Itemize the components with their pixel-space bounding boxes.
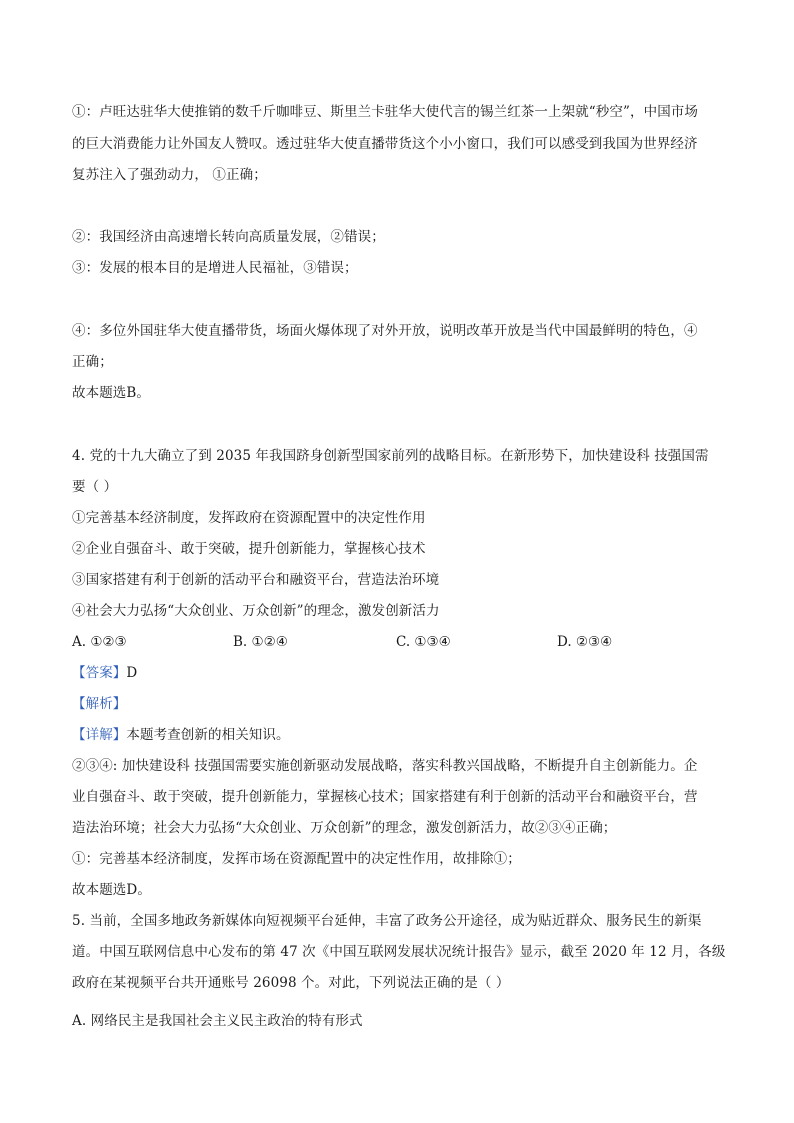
option-a: A. 网络民主是我国社会主义民主政治的特有形式 bbox=[72, 1013, 363, 1029]
paragraph-line: ②：我国经济由高速增长转向高质量发展，②错误； bbox=[72, 229, 385, 245]
explanation-line: ①：完善基本经济制度，发挥市场在资源配置中的决定性作用，故排除①； bbox=[72, 851, 521, 867]
detail-tag: 【详解】 bbox=[72, 727, 127, 743]
explanation-line: 业自强奋斗、敢于突破，提升创新能力，掌握核心技术；国家搭建有利于创新的活动平台和融资平台，营 bbox=[72, 789, 698, 805]
answer-line bbox=[72, 664, 137, 682]
paragraph-line: ③：发展的根本目的是增进人民福祉，③错误； bbox=[72, 260, 358, 276]
paragraph-line: 的巨大消费能力让外国友人赞叹。透过驻华大使直播带货这个小小窗口，我们可以感受到我国为世界经济 bbox=[72, 136, 698, 152]
option-b: B. ①②④ bbox=[233, 634, 288, 650]
paragraph-line: 故本题选B。 bbox=[72, 385, 151, 401]
detail-line bbox=[72, 726, 290, 744]
explanation-line: ②③④: 加快建设科 技强国需要实施创新驱动发展战略，落实科教兴国战略，不断提升自主创新能力。企 bbox=[72, 758, 698, 774]
statement-4: ④社会大力弘扬“大众创业、万众创新”的理念，激发创新活力 bbox=[72, 603, 440, 619]
detail-text: 本题考查创新的相关知识。 bbox=[126, 727, 290, 743]
analysis-tag-line bbox=[72, 695, 126, 713]
paragraph-line: ④：多位外国驻华大使直播带货，场面火爆体现了对外开放，说明改革开放是当代中国最鲜明的特色，④ bbox=[72, 323, 698, 339]
option-c: C. ①③④ bbox=[396, 634, 451, 650]
paragraph-line: ①：卢旺达驻华大使推销的数千斤咖啡豆、斯里兰卡驻华大使代言的锡兰红茶一上架就“秒空”，中国市场 bbox=[72, 104, 699, 120]
question-4-stem: 4. 党的十九大确立了到 2035 年我国跻身创新型国家前列的战略目标。在新形势下，加快建设科 技强国需 bbox=[72, 448, 709, 464]
explanation-line: 造法治环境；社会大力弘扬“大众创业、万众创新”的理念，激发创新活力，故②③④正确； bbox=[72, 820, 617, 836]
option-d: D. ②③④ bbox=[557, 634, 613, 650]
analysis-tag: 【解析】 bbox=[72, 696, 127, 712]
statement-1: ①完善基本经济制度，发挥政府在资源配置中的决定性作用 bbox=[72, 510, 426, 526]
question-5-stem: 5. 当前，全国多地政务新媒体向短视频平台延伸，丰富了政务公开途径，成为贴近群众、服务民生的新渠 bbox=[72, 913, 702, 929]
paragraph-line: 正确； bbox=[72, 354, 113, 370]
statement-2: ②企业自强奋斗、敢于突破，提升创新能力，掌握核心技术 bbox=[72, 541, 426, 557]
answer-value: D bbox=[126, 665, 138, 681]
answer-tag: 【答案】 bbox=[72, 665, 127, 681]
question-5-stem: 道。中国互联网信息中心发布的第 47 次《中国互联网发展状况统计报告》显示，截至 2020 年 12 月，各级 bbox=[72, 944, 726, 960]
explanation-line: 故本题选D。 bbox=[72, 882, 151, 898]
statement-3: ③国家搭建有利于创新的活动平台和融资平台，营造法治环境 bbox=[72, 572, 440, 588]
paragraph-line: 复苏注入了强劲动力， ①正确； bbox=[72, 167, 267, 183]
option-a: A. ①②③ bbox=[72, 634, 127, 650]
question-4-stem: 要（ ） bbox=[72, 479, 118, 495]
question-5-stem: 政府在某视频平台共开通账号 26098 个。对此，下列说法正确的是（ ） bbox=[72, 975, 510, 991]
